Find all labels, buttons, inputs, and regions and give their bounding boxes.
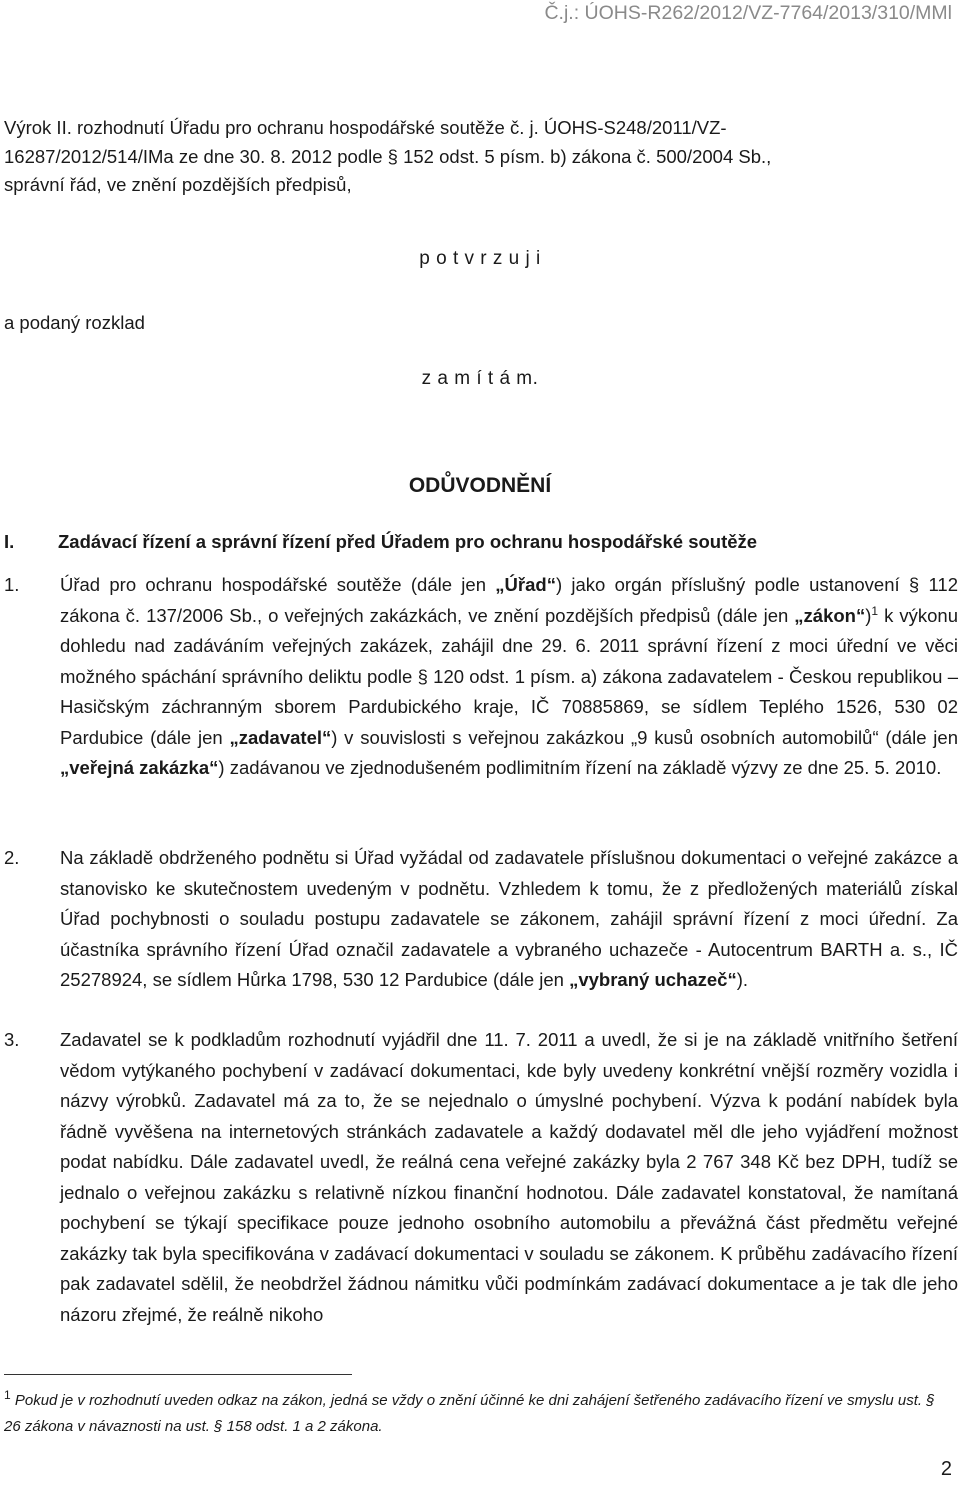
footnote-reference: 1: [871, 603, 879, 618]
paragraph-1: [4, 570, 958, 784]
footnote-mark: 1: [4, 1388, 11, 1402]
paragraph-number: 3.: [4, 1029, 20, 1050]
text-run: k výkonu dohledu nad zadáváním veřejných zakázek, zahájil dne 29. 6. 2011 správní řízení z moci úřední ve věci možného spáchání správního deliktu podle § 120 odst. 1 písm. a) zákona zadavatelem - Českou republikou – Hasičským záchranným sborem Pardubického kraje, IČ 70885869, se sídlem Teplého 1526, 530 02 Pardubice (dále jen: [60, 604, 958, 748]
paragraph-3: [4, 1025, 958, 1330]
paragraph-text: [60, 843, 958, 996]
paragraph-text: Zadavatel se k podkladům rozhodnutí vyjádřil dne 11. 7. 2011 a uvedl, že si je na základě vnitřního šetření vědom vytýkaného pochybení v zadávací dokumentaci, kde byly uvedeny konkrétní vnější rozměry vozidla i názvy výrobků. Zadavatel má za to, že se nejednalo o úmyslné pochybení. Výzva k podání nabídek byla řádně vyvěšena na internetových stránkách zadavatele a každý dodavatel měl dle jeho vyjádření možnost podat nabídku. Dále zadavatel uvedl, že reálná cena veřejné zakázky byla 2 767 348 Kč bez DPH, tudíž se jednalo o veřejnou zakázku s relativně nízkou finanční hodnotou. Dále zadavatel konstatoval, že namítaná pochybení se týkají specifikace pouze jednoho osobního automobilu a převážná část předmětu veřejné zakázky tak byla specifikována v zadávací dokumentaci v souladu se zákonem. K průběhu zadávacího řízení pak zadavatel sdělil, že neobdržel žádnou námitku vůči podmínkám zadávací dokumentace a je tak dle jeho názoru zřejmé, že reálně nikoho: [60, 1029, 958, 1325]
defined-term: „zadavatel“: [229, 726, 332, 748]
text-run: ) v souvislosti s veřejnou zakázkou „9 kusů osobních automobilů“ (dále jen: [331, 726, 958, 748]
paragraph-2: [4, 843, 958, 996]
defined-term: „Úřad“: [495, 574, 556, 595]
paragraph-text: [60, 570, 958, 784]
section-number: I.: [4, 531, 15, 552]
reasoning-title: ODŮVODNĚNÍ: [408, 474, 552, 497]
verdict-confirm: p o t v r z u j i: [419, 248, 541, 269]
text-run: ): [865, 604, 872, 626]
defined-term: „zákon“: [794, 604, 866, 626]
text-run: ).: [736, 969, 749, 990]
paragraph-number: 2.: [4, 847, 20, 868]
text-run: Na základě obdrženého podnětu si Úřad vyžádal od zadavatele příslušnou dokumentaci o veřejné zakázce a stanovisko ke skutečnostem uvedeným v podnětu. Vzhledem k tomu, že z předložených materiálů získal Úřad pochybnosti o souladu postupu zadavatele se zákonem, zahájil správní řízení z moci úřední. Za účastníka správního řízení Úřad označil zadavatele a vybraného uchazeče - Autocentrum BARTH a. s., IČ 25278924, se sídlem Hůrka 1798, 530 12 Pardubice (dále jen: [60, 847, 958, 990]
defined-term: „veřejná zakázka“: [60, 757, 219, 778]
footnote: [4, 1388, 954, 1440]
footnote-separator: [4, 1374, 352, 1375]
intro-line: správní řád, ve znění pozdějších předpisů,: [4, 174, 352, 195]
document-reference: Č.j.: ÚOHS-R262/2012/VZ-7764/2013/310/MMl: [544, 2, 952, 24]
intro-line: 16287/2012/514/IMa ze dne 30. 8. 2012 podle § 152 odst. 5 písm. b) zákona č. 500/2004 Sb.,: [4, 145, 772, 167]
verdict-appeal: a podaný rozklad: [4, 312, 145, 333]
text-run: ) jako orgán příslušný podle ustanovení § 112 zákona č. 137/2006 Sb., o veřejných zakázkách, ve znění pozdějších předpisů (dále jen: [60, 574, 958, 626]
footnote-text: Pokud je v rozhodnutí uveden odkaz na zákon, jedná se vždy o znění účinné ke dni zahájení šetřeného zadávacího řízení ve smyslu ust. § 26 zákona v návaznosti na ust. § 158 odst. 1 a 2 zákona.: [4, 1392, 935, 1435]
defined-term: „vybraný uchazeč“: [569, 969, 737, 990]
paragraph-number: 1.: [4, 574, 20, 595]
verdict-reject: z a m í t á m.: [421, 368, 539, 389]
text-run: Úřad pro ochranu hospodářské soutěže (dále jen: [60, 574, 496, 595]
section-title: Zadávací řízení a správní řízení před Úřadem pro ochranu hospodářské soutěže: [58, 531, 758, 552]
intro-paragraph: [4, 114, 954, 200]
intro-line: Výrok II. rozhodnutí Úřadu pro ochranu hospodářské soutěže č. j. ÚOHS-S248/2011/VZ-: [4, 117, 727, 138]
section-heading: [4, 531, 757, 553]
page-number: 2: [940, 1458, 952, 1480]
text-run: ) zadávanou ve zjednodušeném podlimitním řízení na základě výzvy ze dne 25. 5. 2010.: [218, 757, 942, 778]
